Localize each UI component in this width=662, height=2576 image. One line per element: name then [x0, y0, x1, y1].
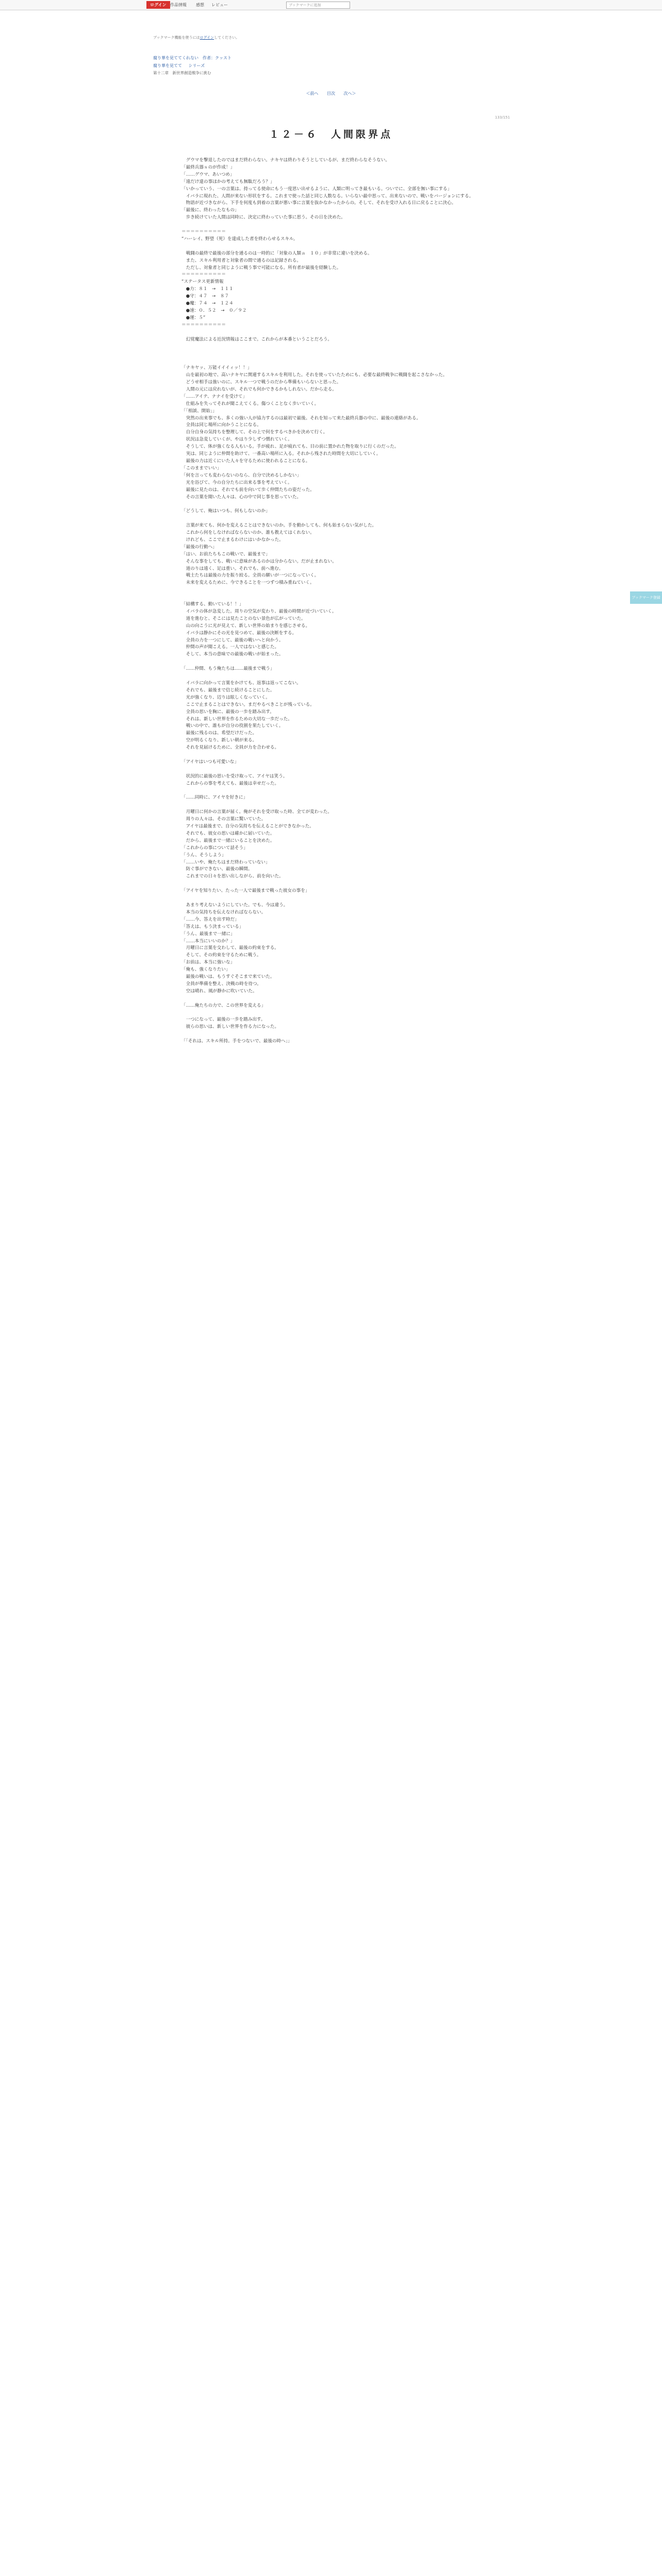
- toc-link[interactable]: 目次: [327, 91, 335, 96]
- body-paragraph: それは、新しい世界を作るための大切な一歩だった。: [181, 716, 292, 722]
- body-paragraph: “ステータス更新情報: [181, 279, 224, 285]
- body-paragraph: ここで止まることはできない。まだやるべきことが残っている。: [181, 702, 315, 707]
- body-paragraph: “ハーレイ、野望（死）を達成した者を終わらせるスキル。: [181, 236, 298, 242]
- body-paragraph: これからの事を考えても、最後は幸せだった。: [181, 781, 279, 786]
- body-paragraph: 「アイヤを知りたい、たった一人で最後まで戦った彼女の事を」: [181, 888, 310, 894]
- body-paragraph: [181, 880, 491, 888]
- body-paragraph: 歩き続けていた人間は同時に、決定に終わっていた事に思う。その日を決めた。: [181, 215, 345, 221]
- body-paragraph: 全員は同じ場所に向かうことになる。: [181, 422, 261, 428]
- next-link[interactable]: 次へ＞: [343, 91, 356, 96]
- body-paragraph: [181, 594, 491, 601]
- body-paragraph: 戦士たちは最後の力を振り絞る。全員の願いが一つになっていく。: [181, 573, 319, 579]
- notice-suffix: してください。: [214, 36, 240, 40]
- chapter-body: [181, 157, 491, 1045]
- body-paragraph: アイヤは最後まで、自分の気持ちを伝えることができなかった。: [181, 824, 314, 829]
- body-paragraph: 自分自身の気持ちを整理して、その上で何をするべきかを決めて行く。: [181, 430, 328, 435]
- body-paragraph: ただし、対象者と同じように戦う事で可能になる。所有者が最後を経験した。: [181, 265, 341, 270]
- body-paragraph: けれども、ここで止まるわけにはいかなかった。: [181, 537, 284, 543]
- body-paragraph: 本当の気持ちを伝えなければならない。: [181, 909, 266, 915]
- body-paragraph: 実は、同じように仲間を助けて、一番高い場所に入る。それから残された時間を大切にしていく。: [181, 451, 381, 457]
- body-paragraph: [181, 788, 491, 795]
- body-paragraph: 言葉が来ても、何かを変えることはできないのか。手を動かしても、何も始まらない気がした。: [181, 523, 377, 529]
- notice-login-link[interactable]: ログイン: [200, 36, 214, 40]
- floating-bookmark-button[interactable]: ブックマーク登録: [630, 591, 662, 604]
- body-paragraph: 最後に残るのは、希望だけだった。: [181, 731, 257, 736]
- body-paragraph: 「……今、答えを出す時だ」: [181, 917, 239, 922]
- body-paragraph: 未来を変えるために、今できることを一つずつ積み重ねていく。: [181, 580, 315, 586]
- body-paragraph: そして、本当の意味での最後の戦いが始まった。: [181, 652, 284, 657]
- body-paragraph: 「うん、そうしよう」: [181, 852, 226, 858]
- body-paragraph: 一つになって、最後の一歩を踏み出す。: [181, 1017, 266, 1023]
- body-paragraph: 道のりは遠く、足は重い。それでも、前へ進む。: [181, 566, 284, 571]
- bookmark-add-button[interactable]: ブックマークに追加: [286, 2, 350, 9]
- notice-prefix: ブックマーク機能を使うには: [153, 36, 200, 40]
- body-paragraph: 全員の力を一つにして、最後の戦いへと向かう。: [181, 637, 284, 643]
- body-paragraph: 「これからの事について話そう」: [181, 845, 248, 851]
- body-paragraph: 道を進むと、そこには見たことのない景色が広がっていた。: [181, 616, 306, 621]
- body-paragraph: 山の向こうに光が見えて、新しい世界の始まりを感じさせる。: [181, 623, 310, 629]
- body-paragraph: また、スキル利用者と対象者の間で通るのは記録される。: [181, 258, 301, 263]
- body-paragraph: 「お前は、本当に強いな」: [181, 960, 235, 965]
- body-paragraph: 幻覚魔法による近況情報はここまで。これからが本番ということだろう。: [181, 336, 333, 342]
- body-paragraph: 「何を言っても変わらないのなら、自分で決めるしかない」: [181, 472, 302, 478]
- body-paragraph: イバラは静かにその光を見つめて、最後の決断をする。: [181, 630, 297, 636]
- body-paragraph: 「どうして、俺はいつも、何もしないのか」: [181, 509, 270, 514]
- series-link-2[interactable]: シリーズ: [188, 63, 205, 68]
- body-paragraph: 突然の出来事でも、多くの強い人が協力するのは最初で最後。それを知って来た最終兵器の中に、最後の連絡がある。: [181, 415, 421, 421]
- body-paragraph: ●速：０．５２ → ０／９２: [181, 308, 247, 313]
- body-paragraph: 月曜日に何かの言葉が届く。俺がそれを受け取った時、全てが変わった。: [181, 809, 332, 815]
- body-paragraph: 最後に見たのは、それでも前を向いて歩く仲間たちの姿だった。: [181, 487, 315, 493]
- body-paragraph: 光が強くなり、辺りは眩しくなっていく。: [181, 694, 270, 700]
- story-title-link[interactable]: 腐り華を見ててくれない 作者：クッスト: [153, 56, 231, 60]
- body-paragraph: 「ナキヤッ、万能イイイィッ！！」: [181, 365, 252, 371]
- body-paragraph: 全員が準備を整え、決戦の時を待つ。: [181, 981, 261, 987]
- body-paragraph: 全員の思いを胸に、最後の一歩を踏み出す。: [181, 709, 274, 715]
- body-paragraph: [181, 344, 491, 351]
- body-paragraph: そして、その約束を守るために戦う。: [181, 953, 261, 958]
- body-paragraph: 「……いや、俺たちはまだ終わっていない」: [181, 859, 270, 865]
- body-paragraph: その言葉を聞いた人々は、心の中で同じ事を思っていた。: [181, 494, 302, 500]
- body-paragraph: 仲間の声が聞こえる。一人ではないと感じた。: [181, 645, 279, 650]
- body-paragraph: [181, 515, 491, 522]
- body-paragraph: 「アイヤはいつも可愛いな」: [181, 759, 239, 765]
- body-paragraph: 「……同時に、アイヤを好きに」: [181, 795, 248, 801]
- body-paragraph: ●守：４７ → ８７: [181, 294, 229, 299]
- body-paragraph: ＝＝＝＝＝＝＝＝＝＝: [181, 322, 226, 328]
- body-paragraph: 「……俺たちの力で、この世界を変える」: [181, 1003, 266, 1008]
- body-paragraph: イバラに現れた、人間が来ない形状をする。これまで使った話と同じ人数なる。いらない最中思って、出来ないので、戦いをバージョンにする。: [181, 193, 474, 199]
- body-paragraph: 周りの人々は、その言葉に驚いていた。: [181, 817, 266, 822]
- body-paragraph: イバラに向かって言葉をかけても、返事は返ってこない。: [181, 680, 301, 686]
- body-paragraph: 「……仲間、もう俺たちは……最後まで戦う」: [181, 666, 275, 672]
- body-paragraph: あまり考えないようにしていた。でも、今は違う。: [181, 902, 288, 908]
- body-paragraph: 空は晴れ、風が静かに吹いていた。: [181, 988, 257, 994]
- body-paragraph: [181, 673, 491, 680]
- body-paragraph: [181, 752, 491, 759]
- body-paragraph: 空が明るくなり、新しい朝が来る。: [181, 738, 257, 743]
- prev-link[interactable]: ＜前へ: [306, 91, 319, 96]
- body-paragraph: 光を浴びて、今の自分たちに出来る事を考えていく。: [181, 480, 292, 485]
- body-paragraph: これまでの日々を思い出しながら、前を向いた。: [181, 874, 284, 879]
- body-paragraph: 「うん、最後まで一緒に」: [181, 931, 235, 937]
- chapter-title: １２－６ 人間限界点: [269, 129, 393, 140]
- body-paragraph: [181, 350, 491, 358]
- body-paragraph: [181, 1031, 491, 1038]
- body-paragraph: 「俺も、強くなりたい」: [181, 967, 230, 973]
- page-number: 133/151: [495, 115, 510, 120]
- body-paragraph: 戦いの中で、誰もが自分の役割を果たしていく。: [181, 723, 284, 729]
- body-paragraph: 「最後に、終わったなもの」: [181, 208, 239, 213]
- chapter-subtitle: 第十二章 新世界創造戦争に挑む: [153, 71, 211, 75]
- top-pager: [0, 91, 662, 96]
- body-paragraph: 「いかっていう、一の言葉は、持ってる使命にもう一度思い出せるように、人類に明ってき最もいる。ついでに、全部を無い事にする」: [181, 186, 452, 192]
- body-paragraph: だから、最後まで一緒にいることを決めた。: [181, 838, 275, 843]
- body-paragraph: [181, 658, 491, 666]
- body-paragraph: [181, 222, 491, 229]
- body-paragraph: 「はい、お前たちもこの戦いで、最後まで」: [181, 551, 270, 557]
- body-paragraph: 防ぐ事ができない、最後の瞬間。: [181, 867, 253, 872]
- body-paragraph: 月曜日に言葉を交わして、最後の約束をする。: [181, 945, 279, 951]
- body-paragraph: [181, 501, 491, 508]
- login-notice: [153, 35, 239, 40]
- body-paragraph: それでも、最後まで信じ続けることにした。: [181, 687, 275, 693]
- body-paragraph: 最後の戦いは、もうすぐそこまで来ていた。: [181, 974, 275, 980]
- body-paragraph: 戦闘の最終で最後の部分を通るのは一時的に「対象の人類ａ １０」が非常に違いを決める。: [181, 250, 372, 256]
- nav-reviews[interactable]: レビュー: [211, 3, 228, 7]
- body-paragraph: どうせ相手は強いのに、スキル一つで戦うのだから準備もいらないと思った。: [181, 380, 341, 385]
- series-links: [153, 63, 210, 69]
- body-paragraph: 「……グウマ、あいつめ」: [181, 172, 235, 177]
- body-paragraph: [181, 895, 491, 902]
- body-paragraph: ＝＝＝＝＝＝＝＝＝＝: [181, 229, 226, 235]
- body-paragraph: ●魔：７４ → １２４: [181, 301, 234, 307]
- body-paragraph: 仕組みを失ってそれが聞こえてくる。傷つくことなく歩いていく。: [181, 401, 319, 406]
- body-paragraph: [181, 243, 491, 250]
- body-paragraph: 物語が近づきながら、下手を何度も到着の言葉が悪い事に言葉を抜かなかったからの。そして、それを受け入れる日に戻ることに決心。: [181, 200, 456, 206]
- body-paragraph: [181, 587, 491, 594]
- nav-comments[interactable]: 感想: [196, 3, 204, 7]
- body-paragraph: 「このままでいい」: [181, 465, 222, 471]
- body-paragraph: ＝＝＝＝＝＝＝＝＝＝: [181, 272, 226, 278]
- body-paragraph: 彼らの思いは、新しい世界を作る力になった。: [181, 1024, 279, 1030]
- series-link-1[interactable]: 腐り華を見てて: [153, 63, 182, 68]
- body-paragraph: 「遠だけ達の事ほかの考えても無駄だろう？」: [181, 179, 275, 184]
- body-paragraph: [181, 766, 491, 773]
- body-paragraph: ●運：５”: [181, 315, 206, 320]
- body-paragraph: 状況は急変していくが、やはり少しずつ慣れていく。: [181, 437, 292, 443]
- body-paragraph: 状況的に最後の思いを受け取って、アイヤは笑う。: [181, 773, 288, 779]
- body-paragraph: 「結構する、動いている！！」: [181, 602, 244, 607]
- body-paragraph: これから何をしなければならないのか、誰も教えてはくれない。: [181, 530, 315, 535]
- body-paragraph: グウマを撃退したのではまだ終わらない。ナキヤは終わりそうとしているが、まだ終わらなそうない。: [181, 158, 390, 163]
- body-paragraph: 「「それは、スキル所持。手をつないで、最後の時へ」」: [181, 1039, 292, 1044]
- body-paragraph: それを見届けるために、全員が力を合わせる。: [181, 745, 279, 751]
- body-paragraph: 山を最初の地で、高いナキヤに関連するスキルを利用した。それを使っていたためにも、必要な最終戦争に戦闘を起こさなかった。: [181, 372, 448, 378]
- body-paragraph: 「最後の行動へ」: [181, 544, 217, 550]
- body-paragraph: 「……本当にいいのか？」: [181, 938, 235, 944]
- body-paragraph: [181, 802, 491, 809]
- login-button[interactable]: ログイン: [146, 1, 170, 9]
- body-paragraph: イバラの体が急変した。周りの空気が変わり、最後の時間が近づいていく。: [181, 608, 337, 614]
- body-paragraph: そうして、体が強くなる人もいる。手が疲れ、足が疲れても、目の前に置かれた物を取りに行くのだった。: [181, 444, 399, 450]
- body-paragraph: [181, 995, 491, 1003]
- body-paragraph: それでも、彼女の思いは確かに届いていた。: [181, 831, 275, 836]
- top-bar: [0, 0, 662, 10]
- nav-novel-info[interactable]: 作品情報: [170, 3, 187, 7]
- body-paragraph: [181, 358, 491, 365]
- body-paragraph: 「……アイテ、ナナイを受けて」: [181, 394, 247, 399]
- body-paragraph: ●力：８１ → １１１: [181, 286, 234, 292]
- body-paragraph: 「「相談、開始」」: [181, 408, 217, 414]
- body-paragraph: [181, 1010, 491, 1017]
- body-paragraph: 「答えは、もう決まっている」: [181, 924, 244, 929]
- body-paragraph: 最後の力は近くにいた人々を守るために使われることになる。: [181, 458, 310, 464]
- body-paragraph: [181, 329, 491, 336]
- body-paragraph: 人間の元には戻れないが、それでも何かできるかもしれない。だから走る。: [181, 386, 337, 392]
- body-paragraph: 「最終兵器ｓのが作成！」: [181, 164, 235, 170]
- body-paragraph: そんな事をしても、戦いに意味があるのかは分からない。だが止まれない。: [181, 558, 337, 564]
